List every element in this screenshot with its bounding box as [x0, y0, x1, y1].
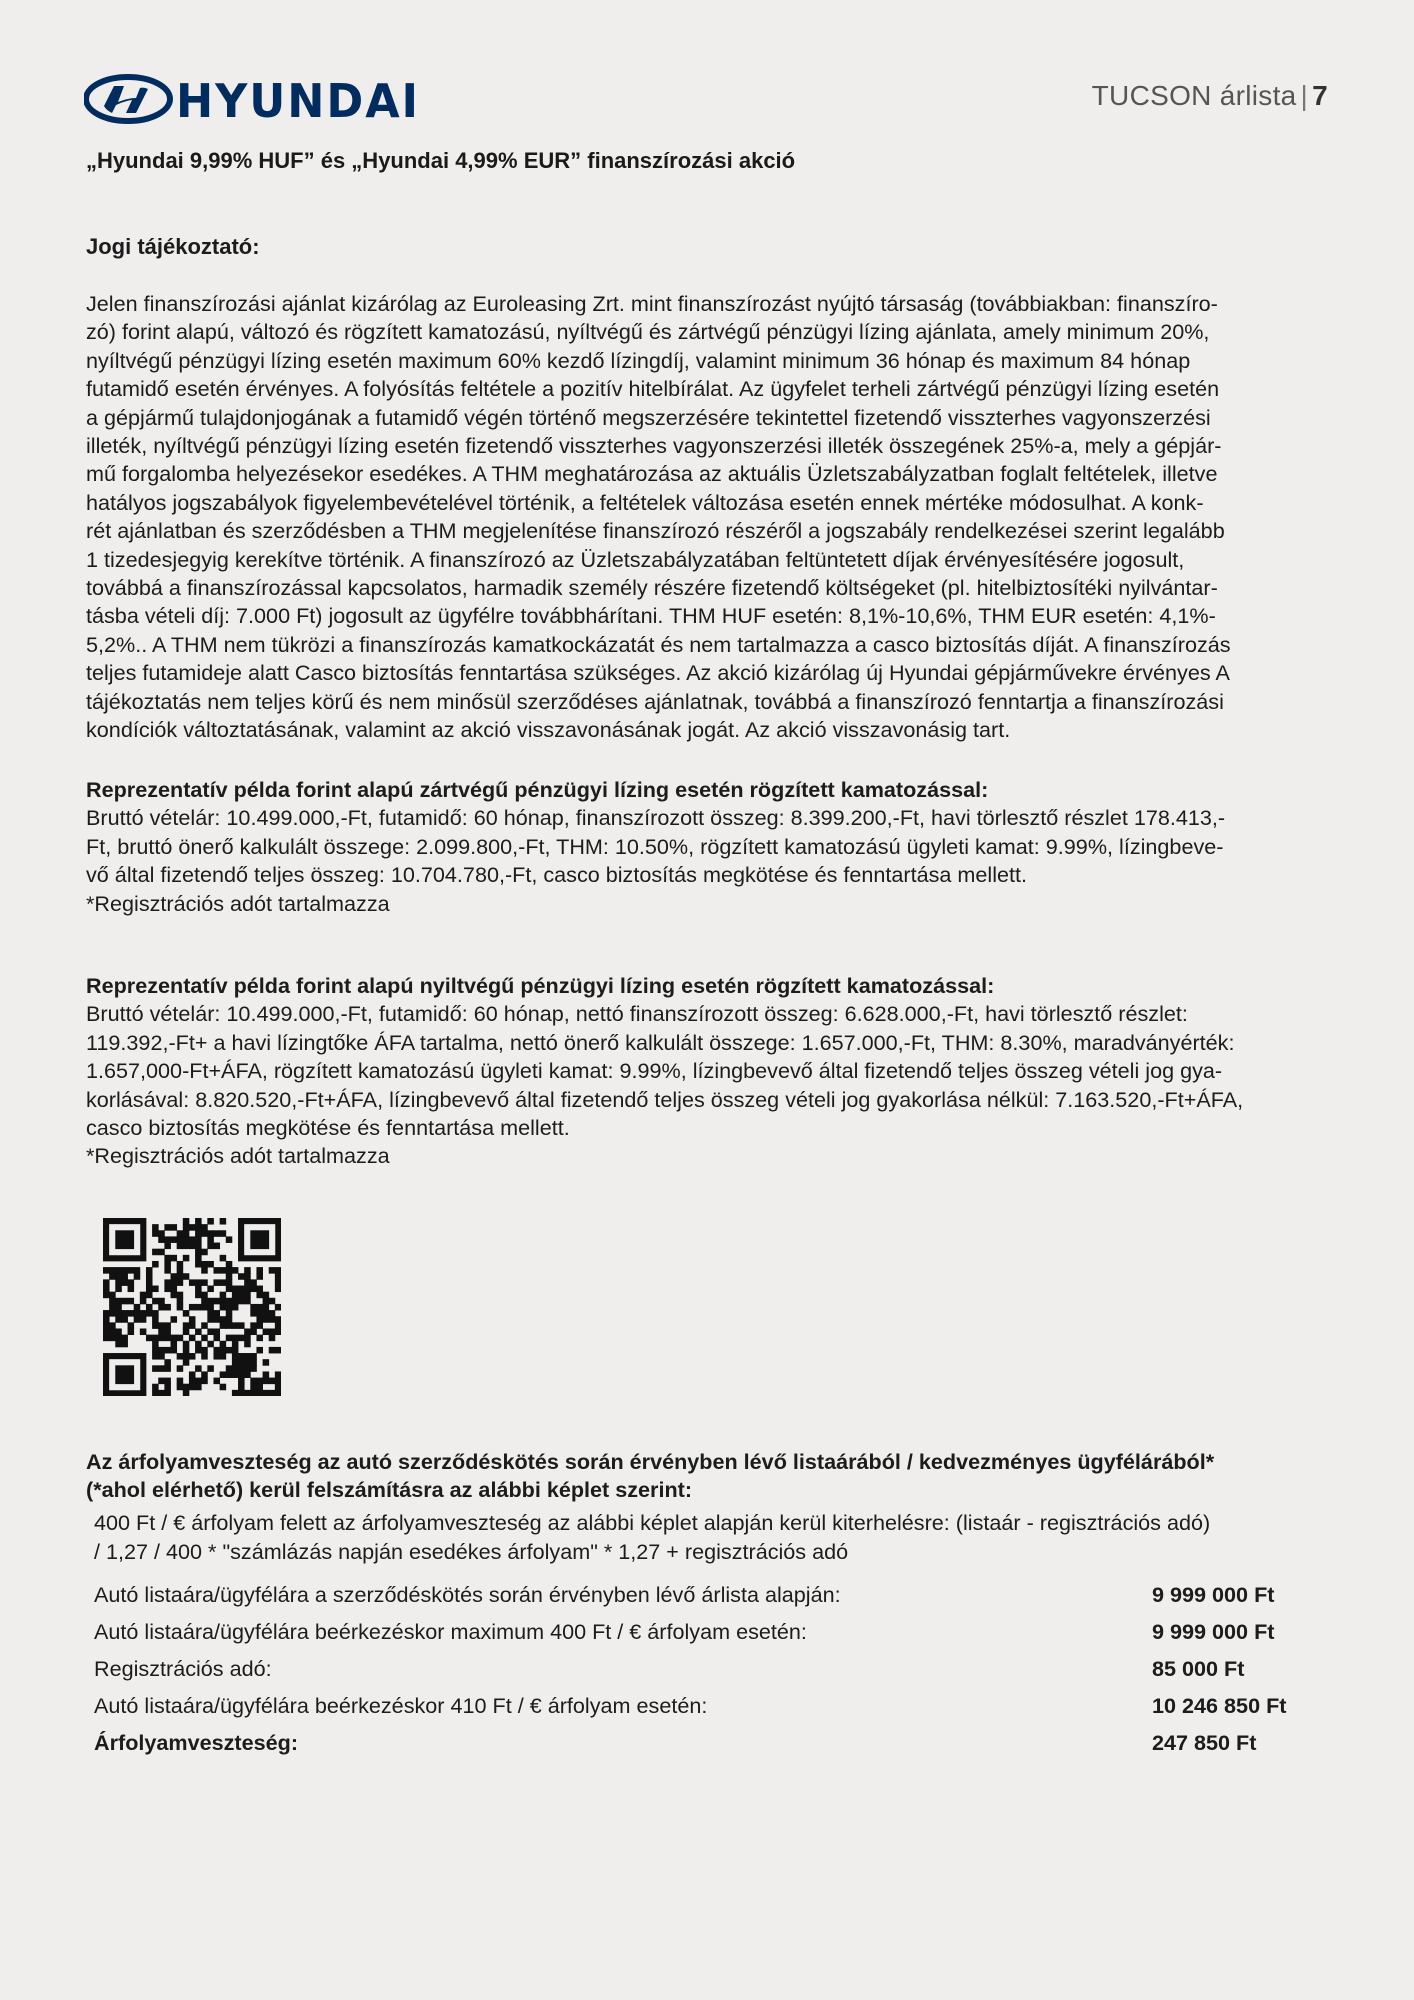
text-line: tájékoztatás nem teljes körű és nem minősül szerződéses ajánlatnak, továbbá a finanszírozó fenntartja a finanszírozási	[86, 688, 1224, 714]
text-line: 1.657,000-Ft+ÁFA, rögzített kamatozású ügyleti kamat: 9.99%, lízingbevevő által fizetendő teljes összeg vételi jog gya-	[86, 1058, 1223, 1084]
row-label: Autó listaára/ügyfélára beérkezéskor 410 Ft / € árfolyam esetén:	[94, 1693, 708, 1718]
row-value: 85 000 Ft	[1152, 1656, 1245, 1681]
qr-code[interactable]	[103, 1218, 281, 1396]
page-title: „Hyundai 9,99% HUF” és „Hyundai 4,99% EUR” finanszírozási akció	[86, 148, 796, 173]
row-value: 9 999 000 Ft	[1152, 1619, 1275, 1644]
text-line: teljes futamideje alatt Casco biztosítás fenntartása szükséges. Az akció kizárólag új Hyundai gépjárművekre érvényes A	[86, 660, 1230, 686]
table-row	[94, 1619, 1334, 1656]
heading-line: Az árfolyamveszteség az autó szerződéskötés során érvényben lévő listaárából / kedvezményes ügyfélárából*	[86, 1449, 1215, 1474]
text-line: hatályos jogszabályok figyelembevételével történik, a feltételek változása esetén ennek mértéke módosulhat. A konk-	[86, 489, 1204, 515]
row-value: 10 246 850 Ft	[1152, 1693, 1287, 1718]
text-line: 119.392,-Ft+ a havi lízingtőke ÁFA tartalma, nettó önerő kalkulált összege: 1.657.000,-Ft, THM: 8.30%, maradványérték:	[86, 1029, 1235, 1055]
text-line: illeték, nyíltvégű pénzügyi lízing esetén fizetendő visszterhes vagyonszerzési illeték összegének 25%-a, mely a gépjár-	[86, 433, 1222, 459]
text-line: mű forgalomba helyezésekor esedékes. A THM meghatározása az aktuális Üzletszabályzatban foglalt feltételek, illetve	[86, 461, 1218, 487]
text-line: 5,2%.. A THM nem tükrözi a finanszírozás kamatkockázatát és nem tartalmazza a casco biztosítás díját. A finanszírozás	[86, 631, 1231, 657]
row-label: Autó listaára/ügyfélára a szerződéskötés során érvényben lévő árlista alapján:	[94, 1582, 841, 1607]
text-line: Ft, bruttó önerő kalkulált összege: 2.099.800,-Ft, THM: 10.50%, rögzített kamatozású ügyleti kamat: 9.99%, lízingbeve-	[86, 833, 1224, 859]
text-line: továbbá a finanszírozással kapcsolatos, harmadik személy részére fizetendő költségeket (pl. hitelbiztosítéki nyilvántar-	[86, 575, 1218, 601]
row-label: Regisztrációs adó:	[94, 1656, 272, 1681]
text-line: 1 tizedesjegyig kerekítve történik. A finanszírozó az Üzletszabályzatában feltüntetett díjak érvényesítésére jogosult,	[86, 546, 1185, 572]
page-number: 7	[1312, 80, 1328, 111]
text-line: casco biztosítás megkötése és fenntartása mellett.	[86, 1115, 570, 1141]
text-line: *Regisztrációs adót tartalmazza	[86, 890, 390, 916]
text-line: zó) forint alapú, változó és rögzített kamatozású, nyíltvégű és zártvégű pénzügyi lízing ajánlata, amely minimum 20%,	[86, 319, 1210, 345]
formula-line: 400 Ft / € árfolyam felett az árfolyamveszteség az alábbi képlet alapján kerül kiterhelésre: (listaár - regisztrációs adó)	[94, 1510, 1211, 1535]
table-row-total	[94, 1730, 1334, 1767]
legal-text	[86, 290, 1326, 745]
fx-loss-formula	[94, 1508, 1334, 1566]
table-row	[94, 1656, 1334, 1693]
text-line: vő által fizetendő teljes összeg: 10.704.780,-Ft, casco biztosítás megkötése és fenntartása mellett.	[86, 862, 1028, 888]
hyundai-logo	[84, 74, 424, 124]
text-line: kondíciók változtatásának, valamint az akció visszavonásának jogát. Az akció visszavonásig tart.	[86, 717, 1011, 743]
model-label: TUCSON árlista	[1091, 80, 1297, 111]
text-line: rét ajánlatban és szerződésben a THM megjelenítése finanszírozó részéről a jogszabály rendelkezései szerint legalább	[86, 518, 1225, 544]
row-value: 9 999 000 Ft	[1152, 1582, 1275, 1607]
open-end-example	[86, 972, 1326, 1171]
row-label: Árfolyamveszteség:	[94, 1730, 299, 1755]
fx-loss-heading	[86, 1448, 1326, 1505]
text-line: korlásával: 8.820.520,-Ft+ÁFA, lízingbevevő által fizetendő teljes összeg vételi jog gyakorlása nélkül: 7.163.520,-Ft+ÁFA,	[86, 1086, 1244, 1112]
text-line: *Regisztrációs adót tartalmazza	[86, 1143, 390, 1169]
row-label: Autó listaára/ügyfélára beérkezéskor maximum 400 Ft / € árfolyam esetén:	[94, 1619, 807, 1644]
table-row	[94, 1693, 1334, 1730]
closed-end-heading: Reprezentatív példa forint alapú zártvégű pénzügyi lízing esetén rögzített kamatozással:	[86, 777, 989, 802]
legal-heading: Jogi tájékoztató:	[86, 234, 260, 259]
logo-wordmark: HYUNDAI	[176, 74, 420, 124]
text-line: tásba vételi díj: 7.000 Ft) jogosult az ügyfélre továbbhárítani. THM HUF esetén: 8,1%-10,6%, THM EUR esetén: 4,1%-	[86, 603, 1216, 629]
closed-end-example	[86, 776, 1326, 918]
page-header-tag	[1092, 80, 1328, 112]
row-value: 247 850 Ft	[1152, 1730, 1257, 1755]
separator: |	[1300, 80, 1309, 111]
text-line: Bruttó vételár: 10.499.000,-Ft, futamidő: 60 hónap, nettó finanszírozott összeg: 6.628.000,-Ft, havi törlesztő részlet:	[86, 1001, 1188, 1027]
fx-loss-table	[94, 1582, 1334, 1767]
formula-line: / 1,27 / 400 * "számlázás napján esedékes árfolyam" * 1,27 + regisztrációs adó	[94, 1539, 849, 1564]
text-line: a gépjármű tulajdonjogának a futamidő végén történő megszerzésére tekintettel fizetendő visszterhes vagyonszerzési	[86, 404, 1211, 430]
text-line: Jelen finanszírozási ajánlat kizárólag az Euroleasing Zrt. mint finanszírozást nyújtó társaság (továbbiakban: finanszíro-	[86, 291, 1218, 316]
text-line: nyíltvégű pénzügyi lízing esetén maximum 60% kezdő lízingdíj, valamint minimum 36 hónap és maximum 84 hónap	[86, 347, 1191, 373]
table-row	[94, 1582, 1334, 1619]
text-line: Bruttó vételár: 10.499.000,-Ft, futamidő: 60 hónap, finanszírozott összeg: 8.399.200,-Ft, havi törlesztő részlet 178.413,-	[86, 805, 1226, 831]
open-end-heading: Reprezentatív példa forint alapú nyiltvégű pénzügyi lízing esetén rögzített kamatozással:	[86, 973, 995, 998]
text-line: futamidő esetén érvényes. A folyósítás feltétele a pozitív hitelbírálat. Az ügyfelet terheli zártvégű pénzügyi lízing esetén	[86, 376, 1220, 402]
heading-line: (*ahol elérhető) kerül felszámításra az alábbi képlet szerint:	[86, 1477, 693, 1503]
